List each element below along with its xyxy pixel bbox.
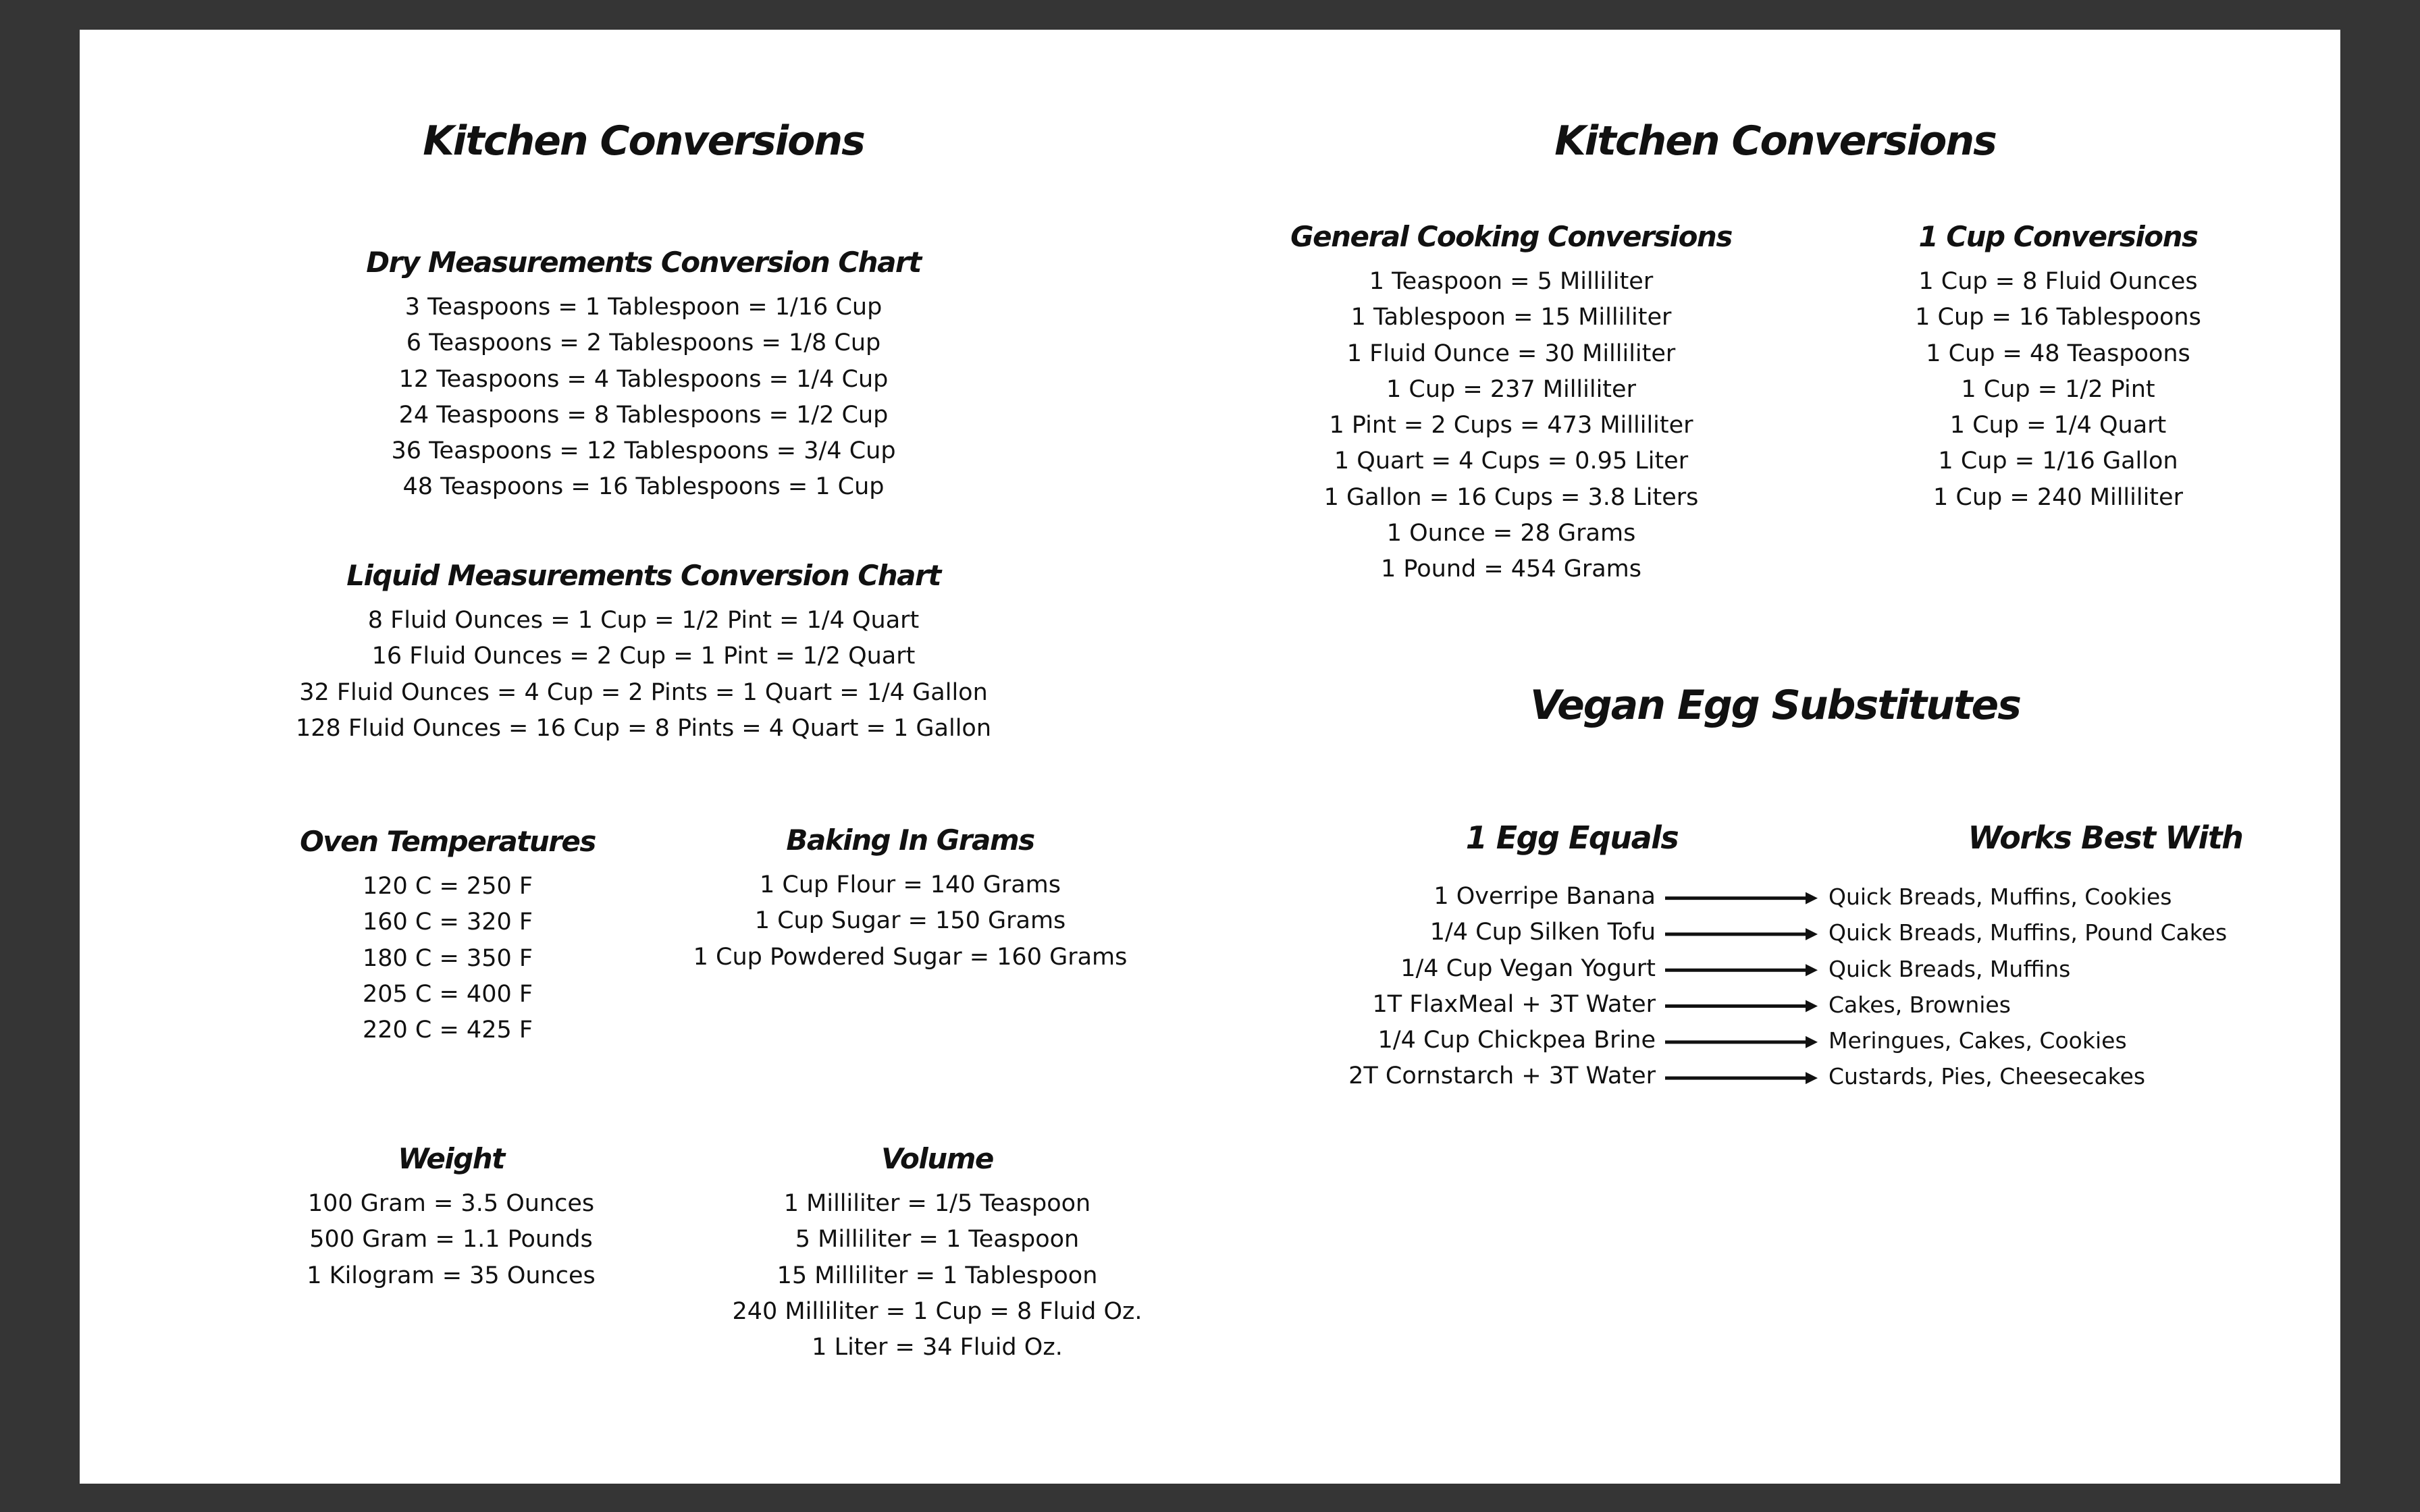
- volume-line: 1 Milliliter = 1/5 Teaspoon: [783, 1190, 1091, 1217]
- general-conversions-line: 1 Quart = 4 Cups = 0.95 Liter: [1334, 448, 1689, 475]
- works-best-heading: Works Best With: [1968, 819, 2243, 856]
- substitute-arrows: [80, 30, 2340, 1484]
- one-cup-conversions-line: 1 Cup = 16 Tablespoons: [1915, 304, 2201, 331]
- arrow-head-icon: [1806, 892, 1818, 905]
- general-conversions-line: 1 Teaspoon = 5 Milliliter: [1369, 268, 1654, 295]
- weight-line: 500 Gram = 1.1 Pounds: [309, 1226, 593, 1253]
- one-cup-conversions-line: 1 Cup = 8 Fluid Ounces: [1918, 268, 2198, 295]
- oven-temperatures-line: 180 C = 350 F: [362, 944, 533, 972]
- baking-grams-line: 1 Cup Flour = 140 Grams: [760, 871, 1061, 898]
- general-conversions-line: 1 Cup = 237 Milliliter: [1386, 375, 1636, 403]
- egg-uses-line: Quick Breads, Muffins: [1829, 955, 2071, 982]
- dry-measurements-heading: Dry Measurements Conversion Chart: [366, 246, 921, 279]
- egg-substitutes-line: 1/4 Cup Silken Tofu: [1429, 919, 1656, 946]
- arrow-head-icon: [1806, 1036, 1818, 1048]
- one-cup-conversions-line: 1 Cup = 240 Milliliter: [1933, 483, 2183, 511]
- page-sheet: [80, 30, 2340, 1484]
- arrow-head-icon: [1806, 964, 1818, 976]
- egg-uses-line: Meringues, Cakes, Cookies: [1829, 1027, 2127, 1054]
- baking-grams-line: 1 Cup Powdered Sugar = 160 Grams: [693, 943, 1128, 971]
- general-conversions-line: 1 Gallon = 16 Cups = 3.8 Liters: [1323, 483, 1699, 511]
- general-conversions-line: 1 Tablespoon = 15 Milliliter: [1350, 304, 1672, 331]
- egg-substitutes-line: 1 Overripe Banana: [1433, 883, 1656, 910]
- baking-grams-heading: Baking In Grams: [786, 824, 1034, 857]
- egg-uses-line: Quick Breads, Muffins, Cookies: [1829, 884, 2172, 910]
- oven-temperatures-line: 205 C = 400 F: [362, 980, 533, 1008]
- general-conversions-line: 1 Pound = 454 Grams: [1380, 556, 1642, 583]
- one-cup-conversions-line: 1 Cup = 1/4 Quart: [1949, 412, 2167, 439]
- volume-line: 1 Liter = 34 Fluid Oz.: [812, 1334, 1063, 1361]
- arrow-head-icon: [1806, 1000, 1818, 1013]
- egg-substitutes-line: 2T Cornstarch + 3T Water: [1348, 1062, 1656, 1090]
- oven-temperatures-line: 220 C = 425 F: [362, 1017, 533, 1044]
- volume-line: 15 Milliliter = 1 Tablespoon: [777, 1262, 1098, 1289]
- right-page-title: Kitchen Conversions: [1554, 117, 1996, 165]
- liquid-measurements-line: 16 Fluid Ounces = 2 Cup = 1 Pint = 1/2 Quart: [371, 643, 916, 670]
- oven-temperatures-line: 120 C = 250 F: [362, 873, 533, 900]
- volume-heading: Volume: [881, 1142, 993, 1175]
- oven-temperatures-heading: Oven Temperatures: [300, 825, 596, 858]
- dry-measurements-line: 3 Teaspoons = 1 Tablespoon = 1/16 Cup: [404, 294, 883, 321]
- dry-measurements-line: 12 Teaspoons = 4 Tablespoons = 1/4 Cup: [398, 365, 889, 393]
- baking-grams-line: 1 Cup Sugar = 150 Grams: [754, 907, 1066, 935]
- weight-line: 100 Gram = 3.5 Ounces: [307, 1190, 595, 1217]
- general-conversions-line: 1 Pint = 2 Cups = 473 Milliliter: [1329, 412, 1693, 439]
- volume-line: 5 Milliliter = 1 Teaspoon: [795, 1226, 1080, 1253]
- dry-measurements-line: 48 Teaspoons = 16 Tablespoons = 1 Cup: [402, 473, 885, 501]
- one-cup-conversions-line: 1 Cup = 1/2 Pint: [1961, 375, 2155, 403]
- egg-uses-line: Custards, Pies, Cheesecakes: [1829, 1063, 2146, 1090]
- dry-measurements-line: 24 Teaspoons = 8 Tablespoons = 1/2 Cup: [398, 401, 889, 429]
- liquid-measurements-line: 32 Fluid Ounces = 4 Cup = 2 Pints = 1 Quart = 1/4 Gallon: [299, 678, 988, 706]
- one-cup-conversions-line: 1 Cup = 48 Teaspoons: [1926, 340, 2190, 367]
- dry-measurements-line: 36 Teaspoons = 12 Tablespoons = 3/4 Cup: [391, 437, 896, 465]
- arrow-head-icon: [1806, 1072, 1818, 1084]
- liquid-measurements-line: 8 Fluid Ounces = 1 Cup = 1/2 Pint = 1/4 Quart: [367, 607, 920, 634]
- volume-line: 240 Milliliter = 1 Cup = 8 Fluid Oz.: [732, 1297, 1142, 1325]
- vegan-egg-title: Vegan Egg Substitutes: [1530, 682, 2020, 729]
- one-cup-conversions-heading: 1 Cup Conversions: [1918, 220, 2198, 253]
- weight-line: 1 Kilogram = 35 Ounces: [307, 1262, 596, 1289]
- weight-heading: Weight: [398, 1142, 504, 1175]
- left-page-title: Kitchen Conversions: [423, 117, 864, 165]
- arrow-head-icon: [1806, 928, 1818, 940]
- egg-uses-line: Quick Breads, Muffins, Pound Cakes: [1829, 919, 2228, 946]
- general-conversions-line: 1 Fluid Ounce = 30 Milliliter: [1346, 340, 1676, 367]
- dry-measurements-line: 6 Teaspoons = 2 Tablespoons = 1/8 Cup: [406, 329, 881, 357]
- general-conversions-heading: General Cooking Conversions: [1290, 220, 1732, 253]
- one-cup-conversions-line: 1 Cup = 1/16 Gallon: [1938, 448, 2178, 475]
- oven-temperatures-line: 160 C = 320 F: [362, 909, 533, 936]
- egg-substitutes-line: 1/4 Cup Vegan Yogurt: [1400, 954, 1656, 982]
- egg-equals-heading: 1 Egg Equals: [1465, 819, 1679, 856]
- liquid-measurements-heading: Liquid Measurements Conversion Chart: [346, 559, 941, 592]
- general-conversions-line: 1 Ounce = 28 Grams: [1386, 520, 1636, 547]
- egg-uses-line: Cakes, Brownies: [1829, 991, 2011, 1018]
- egg-substitutes-line: 1/4 Cup Chickpea Brine: [1377, 1027, 1656, 1054]
- liquid-measurements-line: 128 Fluid Ounces = 16 Cup = 8 Pints = 4 Quart = 1 Gallon: [295, 714, 992, 742]
- egg-substitutes-line: 1T FlaxMeal + 3T Water: [1372, 990, 1656, 1018]
